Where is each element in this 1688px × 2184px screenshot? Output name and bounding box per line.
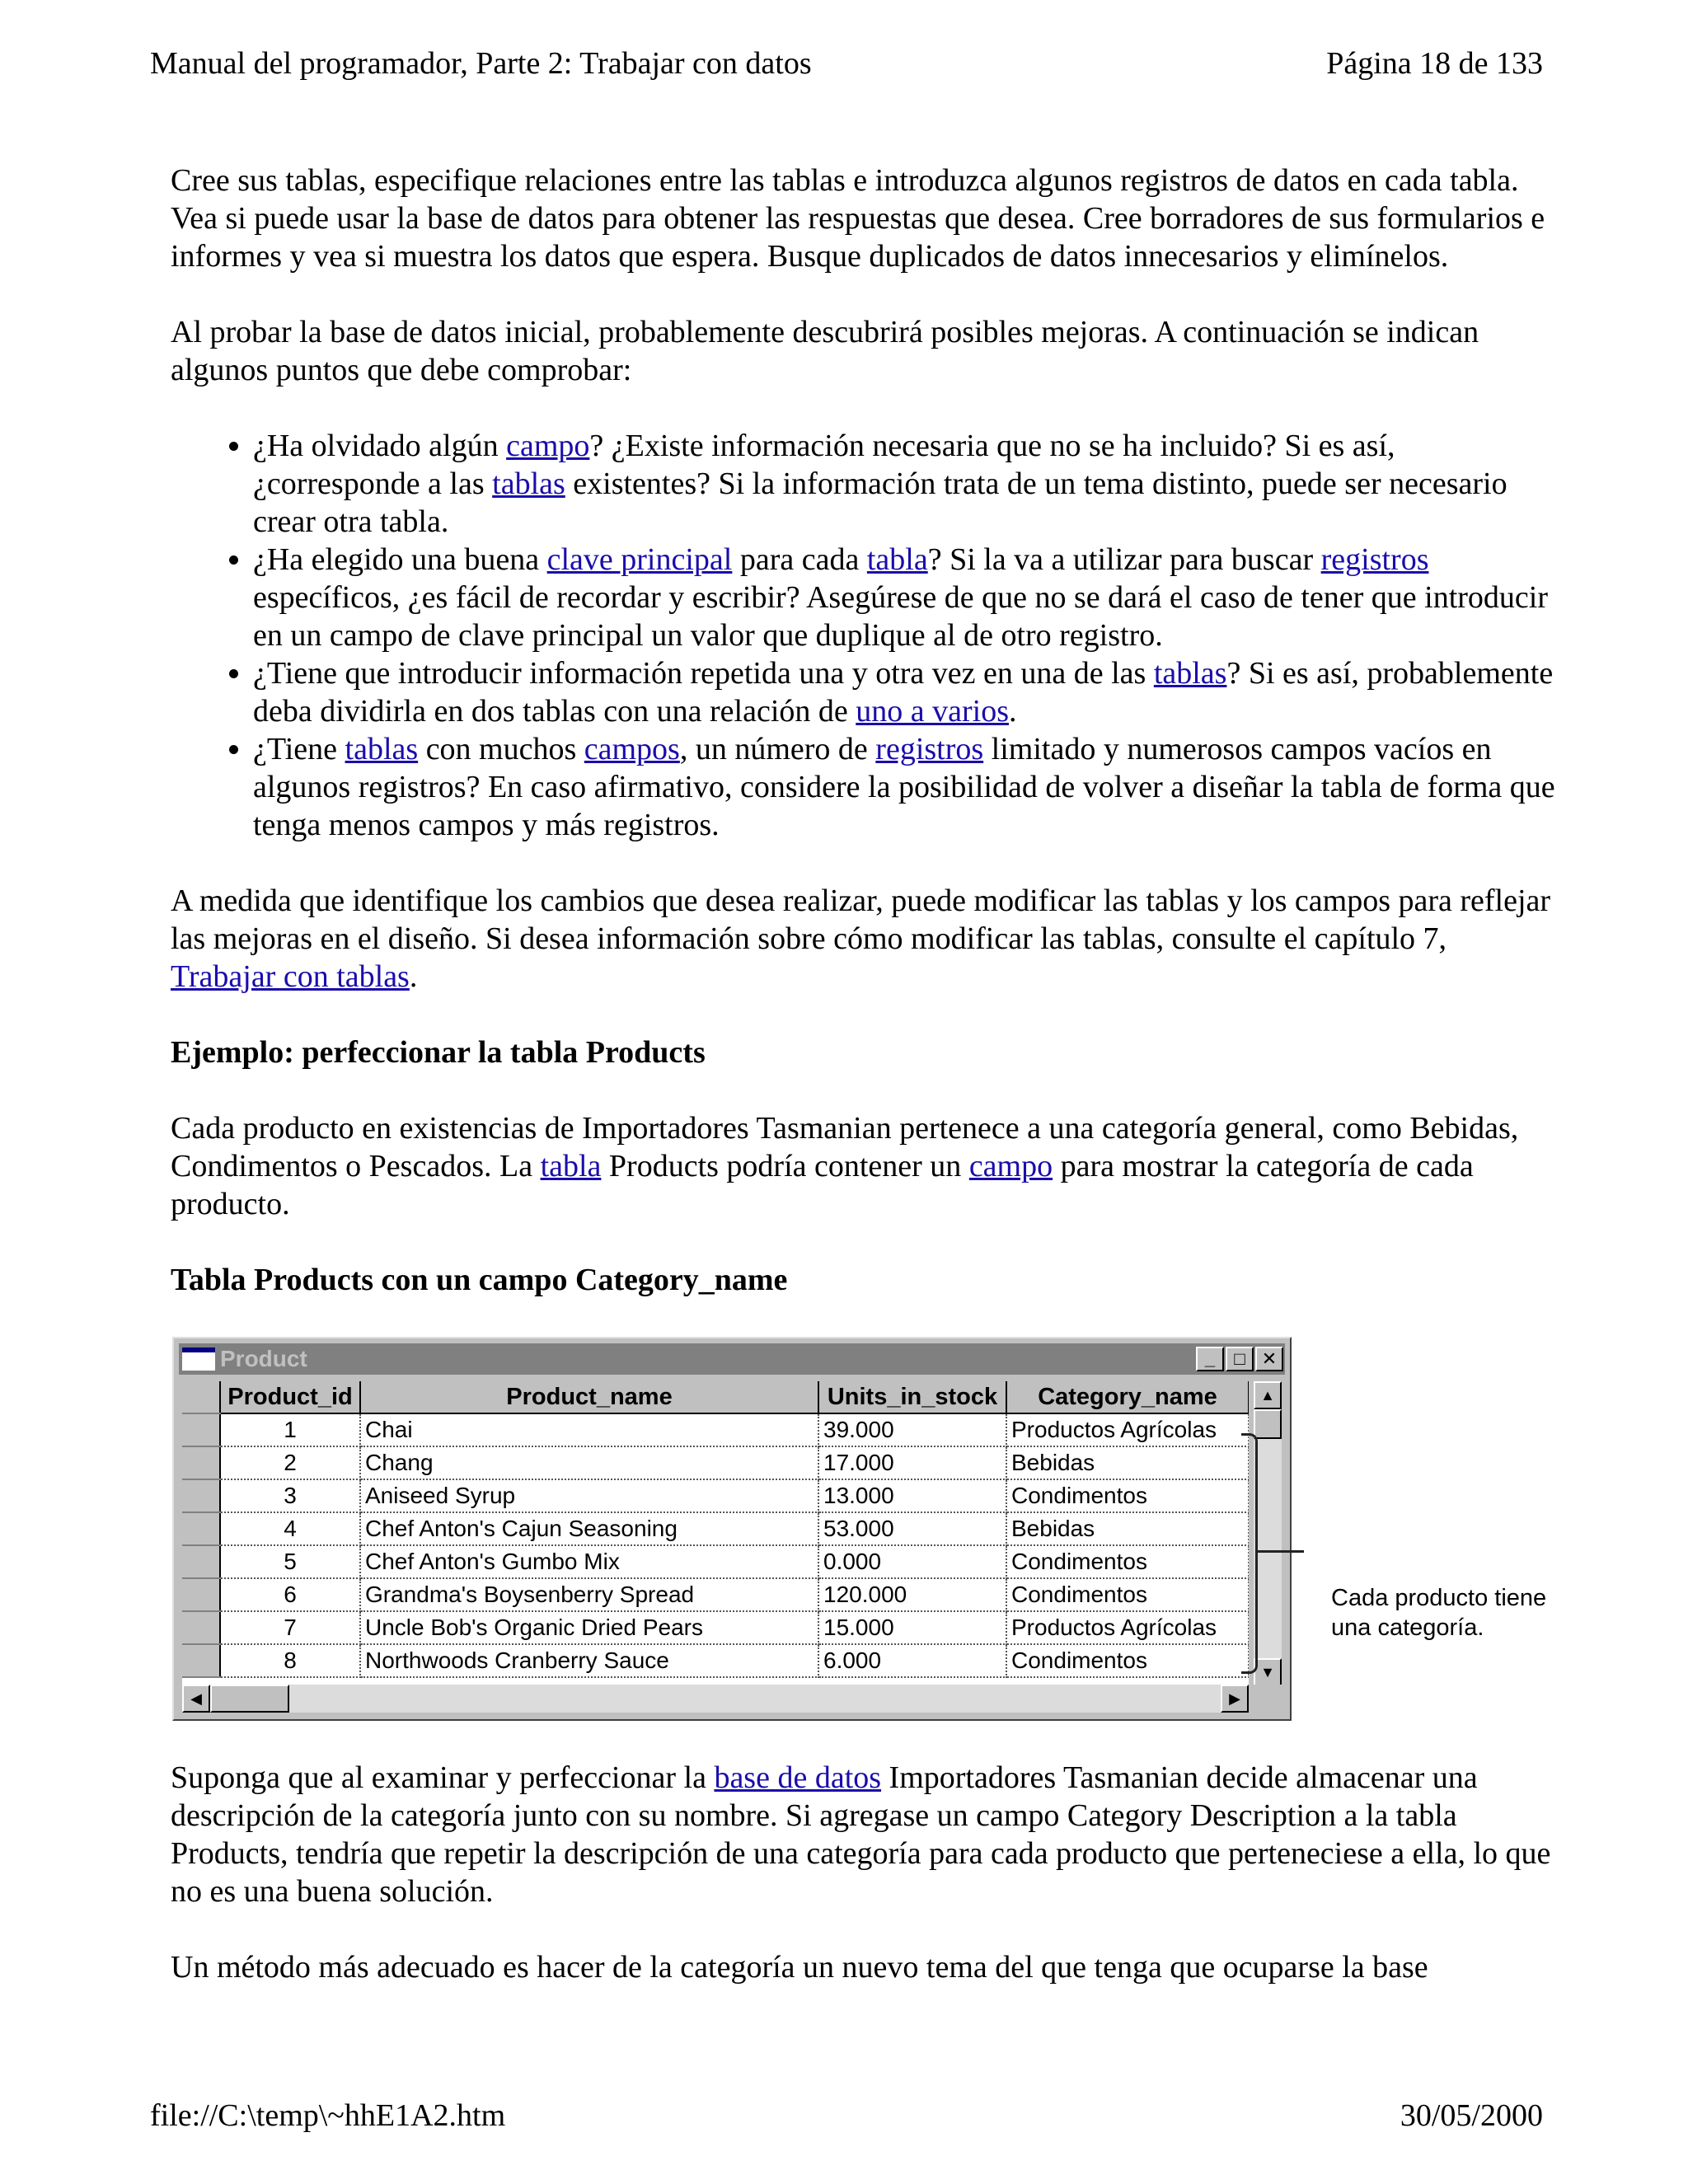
cell-product-name[interactable]: Northwoods Cranberry Sauce <box>360 1644 818 1677</box>
footer-file-path: file://C:\temp\~hhE1A2.htm <box>150 2098 506 2133</box>
vertical-scrollbar[interactable] <box>1254 1381 1282 1686</box>
scroll-left-icon[interactable]: ◀ <box>182 1685 210 1713</box>
cell-category-name[interactable]: Productos Agrícolas <box>1006 1413 1249 1446</box>
table-row[interactable] <box>182 1611 1249 1644</box>
column-header-product-id[interactable]: Product_id <box>220 1381 360 1413</box>
link-tabla[interactable]: tabla <box>540 1149 602 1183</box>
cell-product-id[interactable]: 2 <box>220 1446 360 1479</box>
callout-leader-line <box>1258 1550 1304 1553</box>
scroll-up-icon[interactable]: ▲ <box>1254 1381 1282 1409</box>
cell-units-in-stock[interactable]: 15.000 <box>818 1611 1006 1644</box>
row-selector[interactable] <box>182 1413 220 1446</box>
column-header-units-in-stock[interactable]: Units_in_stock <box>818 1381 1006 1413</box>
list-item: • ¿Ha olvidado algún campo? ¿Existe información necesaria que no se ha incluido? Si es así, ¿corresponde a las tablas existentes? Si la información trata de un tema distinto, puede ser necesario crear otra tabla. <box>253 427 1555 541</box>
link-tablas[interactable]: tablas <box>345 732 419 766</box>
table-row[interactable] <box>182 1479 1249 1512</box>
window-titlebar <box>179 1343 1285 1375</box>
paragraph-better-method: Un método más adecuado es hacer de la categoría un nuevo tema del que tenga que ocuparse la base <box>171 1950 1428 1985</box>
cell-product-name[interactable]: Grandma's Boysenberry Spread <box>360 1578 818 1611</box>
paragraph-example: Cada producto en existencias de Importadores Tasmanian pertenece a una categoría general, como Bebidas, Condimentos o Pescados. La tabla Products podría contener un campo para mostrar la categoría de cada producto. <box>171 1111 1519 1221</box>
row-selector[interactable] <box>182 1578 220 1611</box>
minimize-icon[interactable]: _ <box>1196 1347 1224 1371</box>
category-brace <box>1241 1433 1258 1674</box>
cell-units-in-stock[interactable]: 0.000 <box>818 1545 1006 1578</box>
list-item: • ¿Ha elegido una buena clave principal para cada tabla? Si la va a utilizar para buscar registros específicos, ¿es fácil de recordar y escribir? Asegúrese de que no se dará el caso de tener que introducir en un campo de clave principal un valor que duplique al de otro registro. <box>253 541 1555 654</box>
cell-units-in-stock[interactable]: 13.000 <box>818 1479 1006 1512</box>
document-body <box>171 162 1555 2032</box>
paragraph-testing: Al probar la base de datos inicial, probablemente descubrirá posibles mejoras. A continuación se indican algunos puntos que debe comprobar: <box>171 315 1479 387</box>
checklist <box>171 427 1555 844</box>
paragraph-changes: A medida que identifique los cambios que desea realizar, puede modificar las tablas y los campos para reflejar las mejoras en el diseño. Si desea información sobre cómo modificar las tablas, consulte el capítulo 7, Trabajar con tablas. <box>171 883 1551 994</box>
cell-category-name[interactable]: Condimentos <box>1006 1545 1249 1578</box>
cell-product-id[interactable]: 7 <box>220 1611 360 1644</box>
table-row[interactable] <box>182 1545 1249 1578</box>
section-heading: Ejemplo: perfeccionar la tabla Products <box>171 1035 706 1070</box>
table-row[interactable] <box>182 1644 1249 1677</box>
cell-product-name[interactable]: Chef Anton's Cajun Seasoning <box>360 1512 818 1545</box>
link-registros[interactable]: registros <box>1320 542 1429 577</box>
cell-product-name[interactable]: Chai <box>360 1413 818 1446</box>
column-header-product-name[interactable]: Product_name <box>360 1381 818 1413</box>
cell-product-id[interactable]: 6 <box>220 1578 360 1611</box>
cell-category-name[interactable]: Bebidas <box>1006 1512 1249 1545</box>
row-selector[interactable] <box>182 1446 220 1479</box>
link-uno-a-varios[interactable]: uno a varios <box>856 694 1009 729</box>
paragraph-suppose: Suponga que al examinar y perfeccionar la base de datos Importadores Tasmanian decide almacenar una descripción de la categoría junto con su nombre. Si agregase un campo Category Description a la tabla Products, tendría que repetir la descripción de una categoría para cada producto que perteneciese a ella, lo que no es una buena solución. <box>171 1760 1551 1909</box>
cell-product-name[interactable]: Uncle Bob's Organic Dried Pears <box>360 1611 818 1644</box>
link-trabajar-con-tablas[interactable]: Trabajar con tablas <box>171 959 410 994</box>
window-app-icon <box>182 1347 215 1371</box>
page-number: Página 18 de 133 <box>1326 46 1543 81</box>
link-campo[interactable]: campo <box>506 429 590 463</box>
cell-category-name[interactable]: Condimentos <box>1006 1578 1249 1611</box>
figure-caption: Tabla Products con un campo Category_name <box>171 1263 788 1297</box>
close-icon[interactable]: ✕ <box>1255 1347 1283 1371</box>
cell-category-name[interactable]: Productos Agrícolas <box>1006 1611 1249 1644</box>
paragraph-intro: Cree sus tablas, especifique relaciones entre las tablas e introduzca algunos registros de datos en cada tabla. Vea si puede usar la base de datos para obtener las respuestas que desea. Cree borradores de sus formularios e informes y vea si muestra los datos que espera. Busque duplicados de datos innecesarios y elimínelos. <box>171 163 1545 274</box>
cell-product-id[interactable]: 5 <box>220 1545 360 1578</box>
figure-callout: Cada producto tiene una categoría. <box>1331 1585 1547 1641</box>
link-campo[interactable]: campo <box>968 1149 1053 1183</box>
datasheet-grid <box>182 1381 1249 1686</box>
cell-product-id[interactable]: 8 <box>220 1644 360 1677</box>
cell-category-name[interactable]: Condimentos <box>1006 1644 1249 1677</box>
link-base-de-datos[interactable]: base de datos <box>714 1760 882 1795</box>
cell-product-id[interactable]: 3 <box>220 1479 360 1512</box>
link-tabla[interactable]: tabla <box>866 542 928 577</box>
row-selector[interactable] <box>182 1644 220 1677</box>
link-campos[interactable]: campos <box>584 732 680 766</box>
row-selector[interactable] <box>182 1545 220 1578</box>
cell-category-name[interactable]: Bebidas <box>1006 1446 1249 1479</box>
link-tablas[interactable]: tablas <box>492 466 565 501</box>
link-clave-principal[interactable]: clave principal <box>546 542 733 577</box>
scroll-right-icon[interactable]: ▶ <box>1221 1685 1249 1713</box>
table-row[interactable] <box>182 1413 1249 1446</box>
row-selector[interactable] <box>182 1512 220 1545</box>
link-registros[interactable]: registros <box>875 732 984 766</box>
window-title: Product <box>220 1346 307 1371</box>
cell-product-name[interactable]: Chef Anton's Gumbo Mix <box>360 1545 818 1578</box>
resize-grip-icon[interactable] <box>1254 1685 1282 1713</box>
row-selector[interactable] <box>182 1611 220 1644</box>
link-tablas[interactable]: tablas <box>1153 656 1227 691</box>
cell-units-in-stock[interactable]: 17.000 <box>818 1446 1006 1479</box>
scroll-thumb[interactable] <box>1254 1409 1282 1439</box>
row-selector[interactable] <box>182 1479 220 1512</box>
cell-units-in-stock[interactable]: 6.000 <box>818 1644 1006 1677</box>
header-title: Manual del programador, Parte 2: Trabajar con datos <box>150 46 812 81</box>
maximize-icon[interactable]: □ <box>1226 1347 1254 1371</box>
cell-category-name[interactable]: Condimentos <box>1006 1479 1249 1512</box>
cell-product-id[interactable]: 4 <box>220 1512 360 1545</box>
row-selector-header[interactable] <box>182 1381 220 1413</box>
table-row[interactable] <box>182 1446 1249 1479</box>
horizontal-scrollbar[interactable] <box>182 1685 1249 1713</box>
column-header-category-name[interactable]: Category_name <box>1006 1381 1249 1413</box>
table-row[interactable] <box>182 1578 1249 1611</box>
cell-product-name[interactable]: Aniseed Syrup <box>360 1479 818 1512</box>
table-row[interactable] <box>182 1512 1249 1545</box>
cell-product-id[interactable]: 1 <box>220 1413 360 1446</box>
product-table-window <box>172 1337 1292 1721</box>
scroll-thumb-horizontal[interactable] <box>210 1685 289 1713</box>
scroll-down-icon[interactable]: ▼ <box>1254 1658 1282 1686</box>
cell-units-in-stock[interactable]: 39.000 <box>818 1413 1006 1446</box>
cell-product-name[interactable]: Chang <box>360 1446 818 1479</box>
footer-date: 30/05/2000 <box>1400 2098 1543 2133</box>
list-item: • ¿Tiene tablas con muchos campos, un número de registros limitado y numerosos campos vacíos en algunos registros? En caso afirmativo, considere la posibilidad de volver a diseñar la tabla de forma que tenga menos campos y más registros. <box>253 730 1555 844</box>
list-item: • ¿Tiene que introducir información repetida una y otra vez en una de las tablas? Si es así, probablemente deba dividirla en dos tablas con una relación de uno a varios. <box>253 654 1555 730</box>
cell-units-in-stock[interactable]: 120.000 <box>818 1578 1006 1611</box>
cell-units-in-stock[interactable]: 53.000 <box>818 1512 1006 1545</box>
